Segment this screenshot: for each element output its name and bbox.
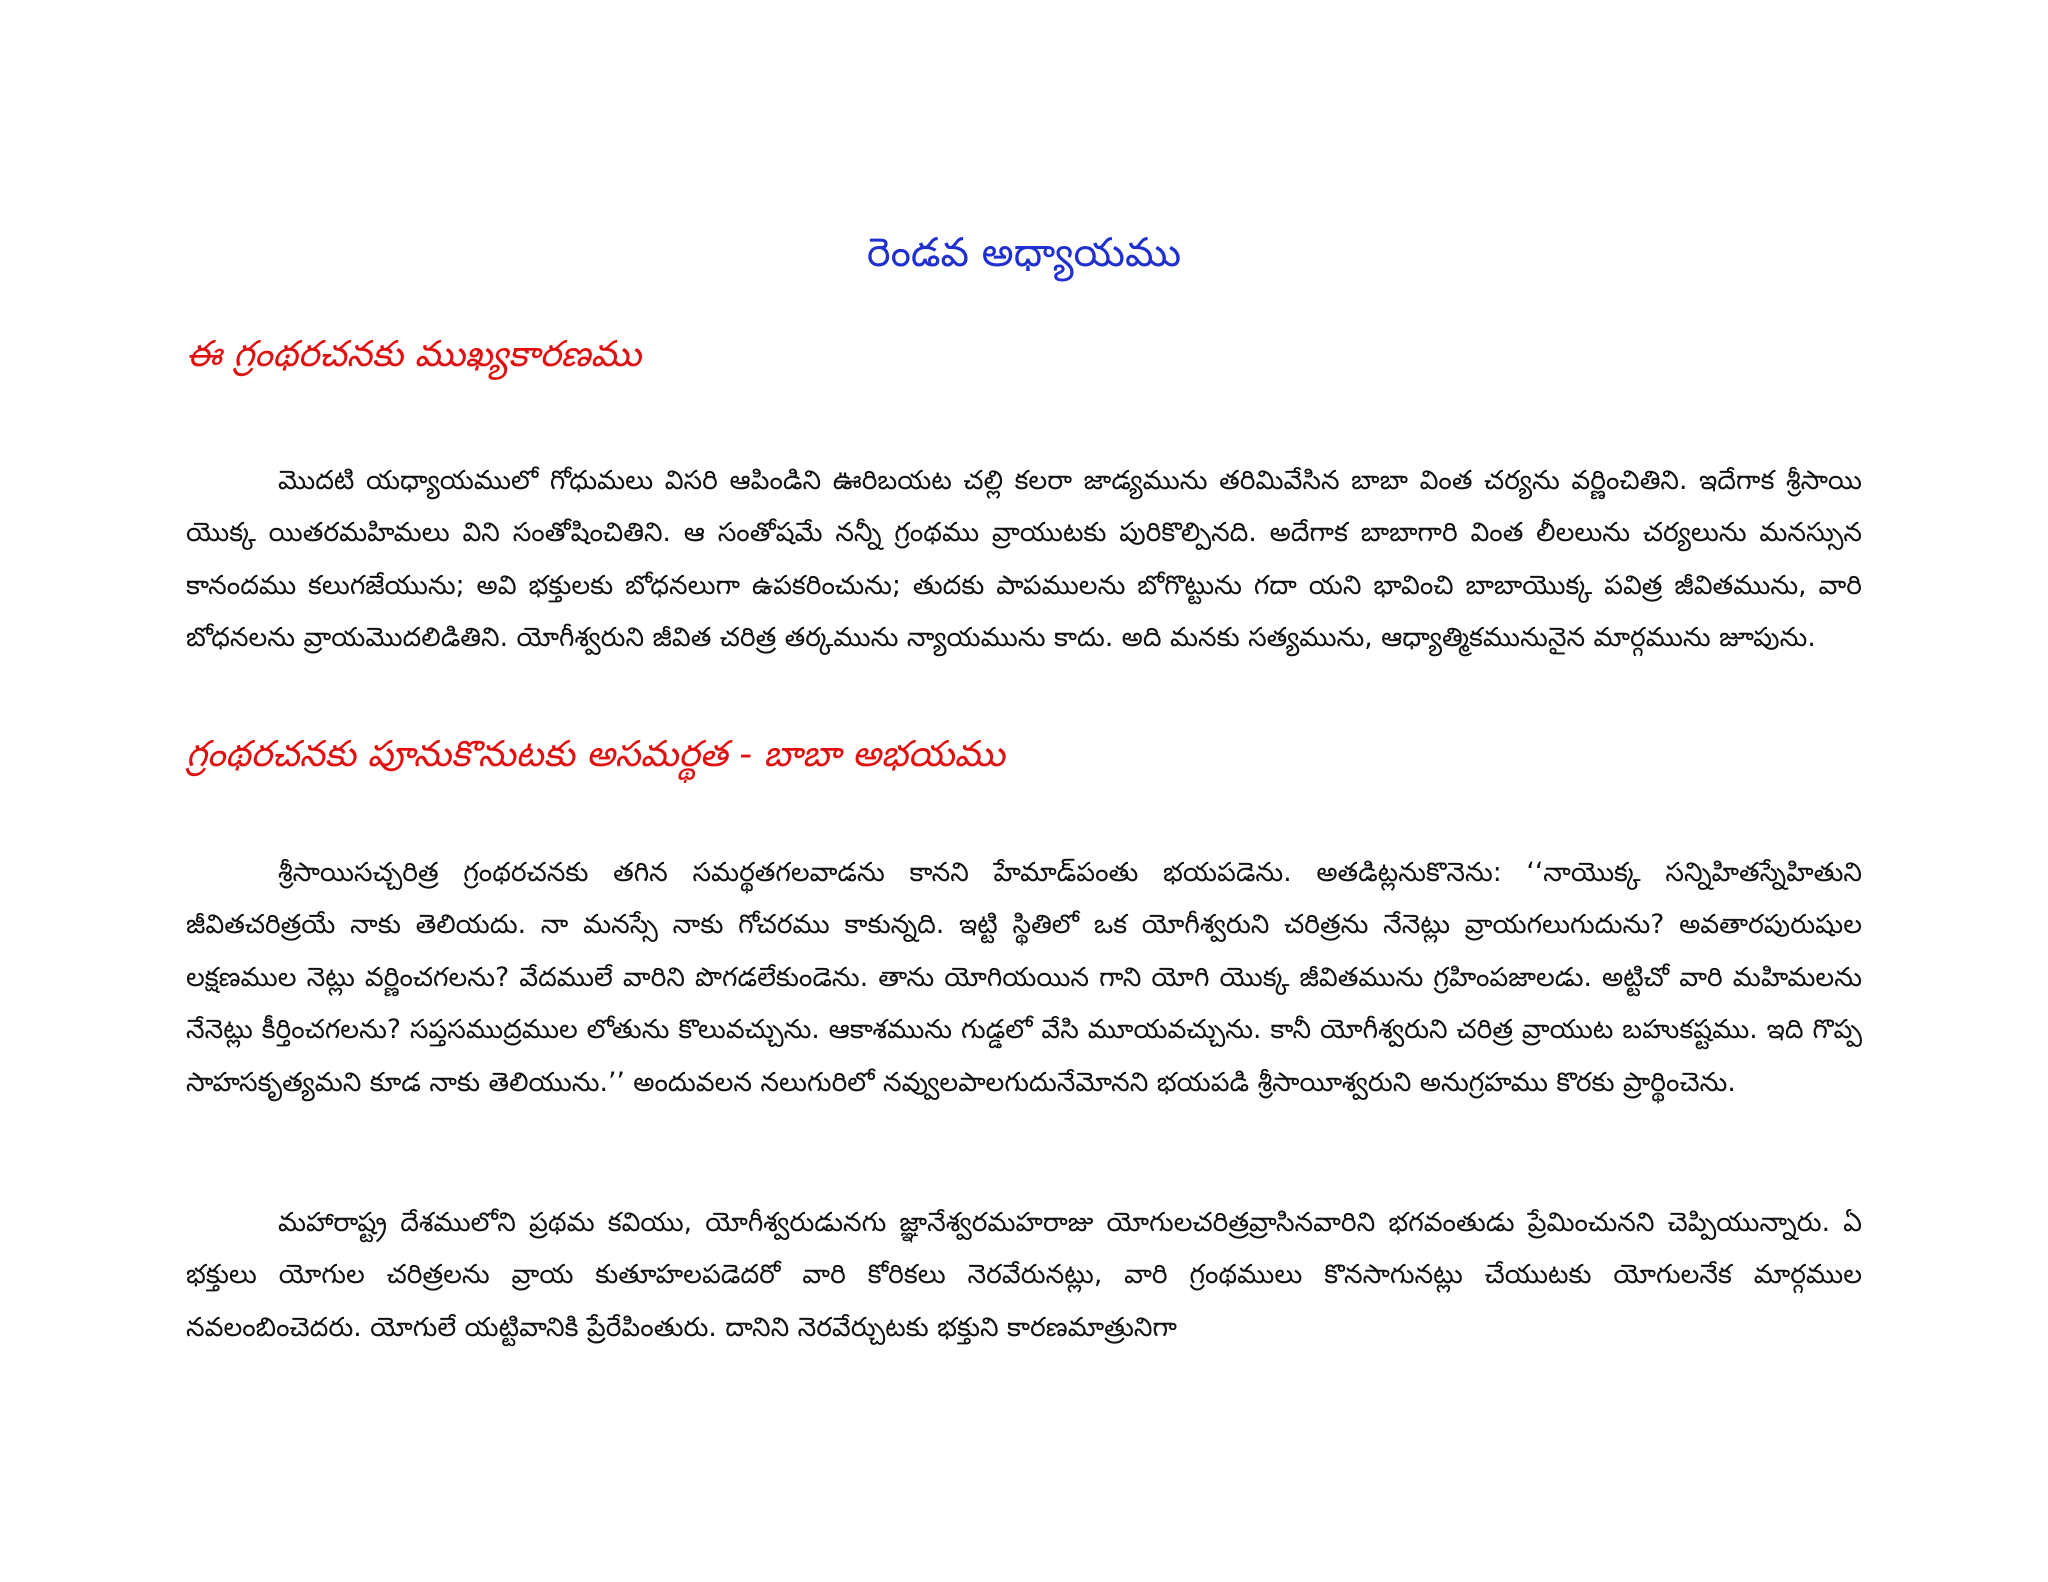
paragraph-jnaneshwar: మహారాష్ట్ర దేశములోని ప్రథమ కవియు, యోగీశ్వరుడునగు జ్ఞానేశ్వరమహరాజు యోగులచరిత్రవ్రాసినవారిని భగవంతుడు ప్రేమించునని చెప్పియున్నారు. ఏ భక్తులు యోగుల చరిత్రలను వ్రాయ కుతూహలపడెదరో వారి కోరికలు నెరవేరునట్లు, వారి గ్రంథములు కొనసాగునట్లు చేయుటకు యోగులనేక మార్గముల నవలంబించెదరు. యోగులే యట్టివానికి ప్రేరేపింతురు. దానిని నెరవేర్చుటకు భక్తుని కారణమాత్రునిగా — [186, 1206, 1862, 1343]
chapter-title: రెండవ అధ్యాయము — [866, 230, 1182, 276]
paragraph-inability: శ్రీసాయిసచ్చరిత్ర గ్రంథరచనకు తగిన సమర్థతగలవాడను కానని హేమాడ్‌పంతు భయపడెను. అతడిట్లనుకొనెను: ‘‘నాయొక్క సన్నిహితస్నేహితుని జీవితచరిత్రయే నాకు తెలియదు. నా మనస్సే నాకు గోచరము కాకున్నది. ఇట్టి స్థితిలో ఒక యోగీశ్వరుని చరిత్రను నేనెట్లు వ్రాయగలుగుదును? అవతారపురుషుల లక్షణముల నెట్లు వర్ణించగలను? వేదములే వారిని పొగడలేకుండెను. తాను యోగియయిన గాని యోగి యొక్క జీవితమును గ్రహింపజాలడు. అట్టిచో వారి మహిమలను నేనెట్లు కీర్తించగలను? సప్తసముద్రముల లోతును కొలువచ్చును. ఆకాశమును గుడ్డలో వేసి మూయవచ్చును. కానీ యోగీశ్వరుని చరిత్ర వ్రాయుట బహుకష్టము. ఇది గొప్ప సాహసకృత్యమని కూడ నాకు తెలియును.’’ అందువలన నలుగురిలో నవ్వులపాలగుదునేమోనని భయపడి శ్రీసాయీశ్వరుని అనుగ్రహము కొరకు ప్రార్థించెను. — [186, 856, 1862, 1098]
section-heading-main-reason: ఈ గ్రంథరచనకు ముఖ్యకారణము — [186, 334, 642, 375]
paragraph-main-reason: మొదటి యధ్యాయములో గోధుమలు విసరి ఆపిండిని ఊరిబయట చల్లి కలరా జాడ్యమును తరిమివేసిన బాబా వింత చర్యను వర్ణించితిని. ఇదేగాక శ్రీసాయి యొక్క యితరమహిమలు విని సంతోషించితిని. ఆ సంతోషమే నన్నీ గ్రంథము వ్రాయుటకు పురికొల్పినది. అదేగాక బాబాగారి వింత లీలలును చర్యలును మనస్సున కానందము కలుగజేయును; అవి భక్తులకు బోధనలుగా ఉపకరించును; తుదకు పాపములను బోగొట్టును గదా యని భావించి బాబాయొక్క పవిత్ర జీవితమును, వారి బోధనలను వ్రాయమొదలిడితిని. యోగీశ్వరుని జీవిత చరిత్ర తర్కమును న్యాయమును కాదు. అది మనకు సత్యమును, ఆధ్యాత్మికమునునైన మార్గమును జూపును. — [186, 464, 1862, 653]
section-heading-inability-assurance: గ్రంథరచనకు పూనుకొనుటకు అసమర్థత - బాబా అభయము — [186, 734, 1005, 775]
